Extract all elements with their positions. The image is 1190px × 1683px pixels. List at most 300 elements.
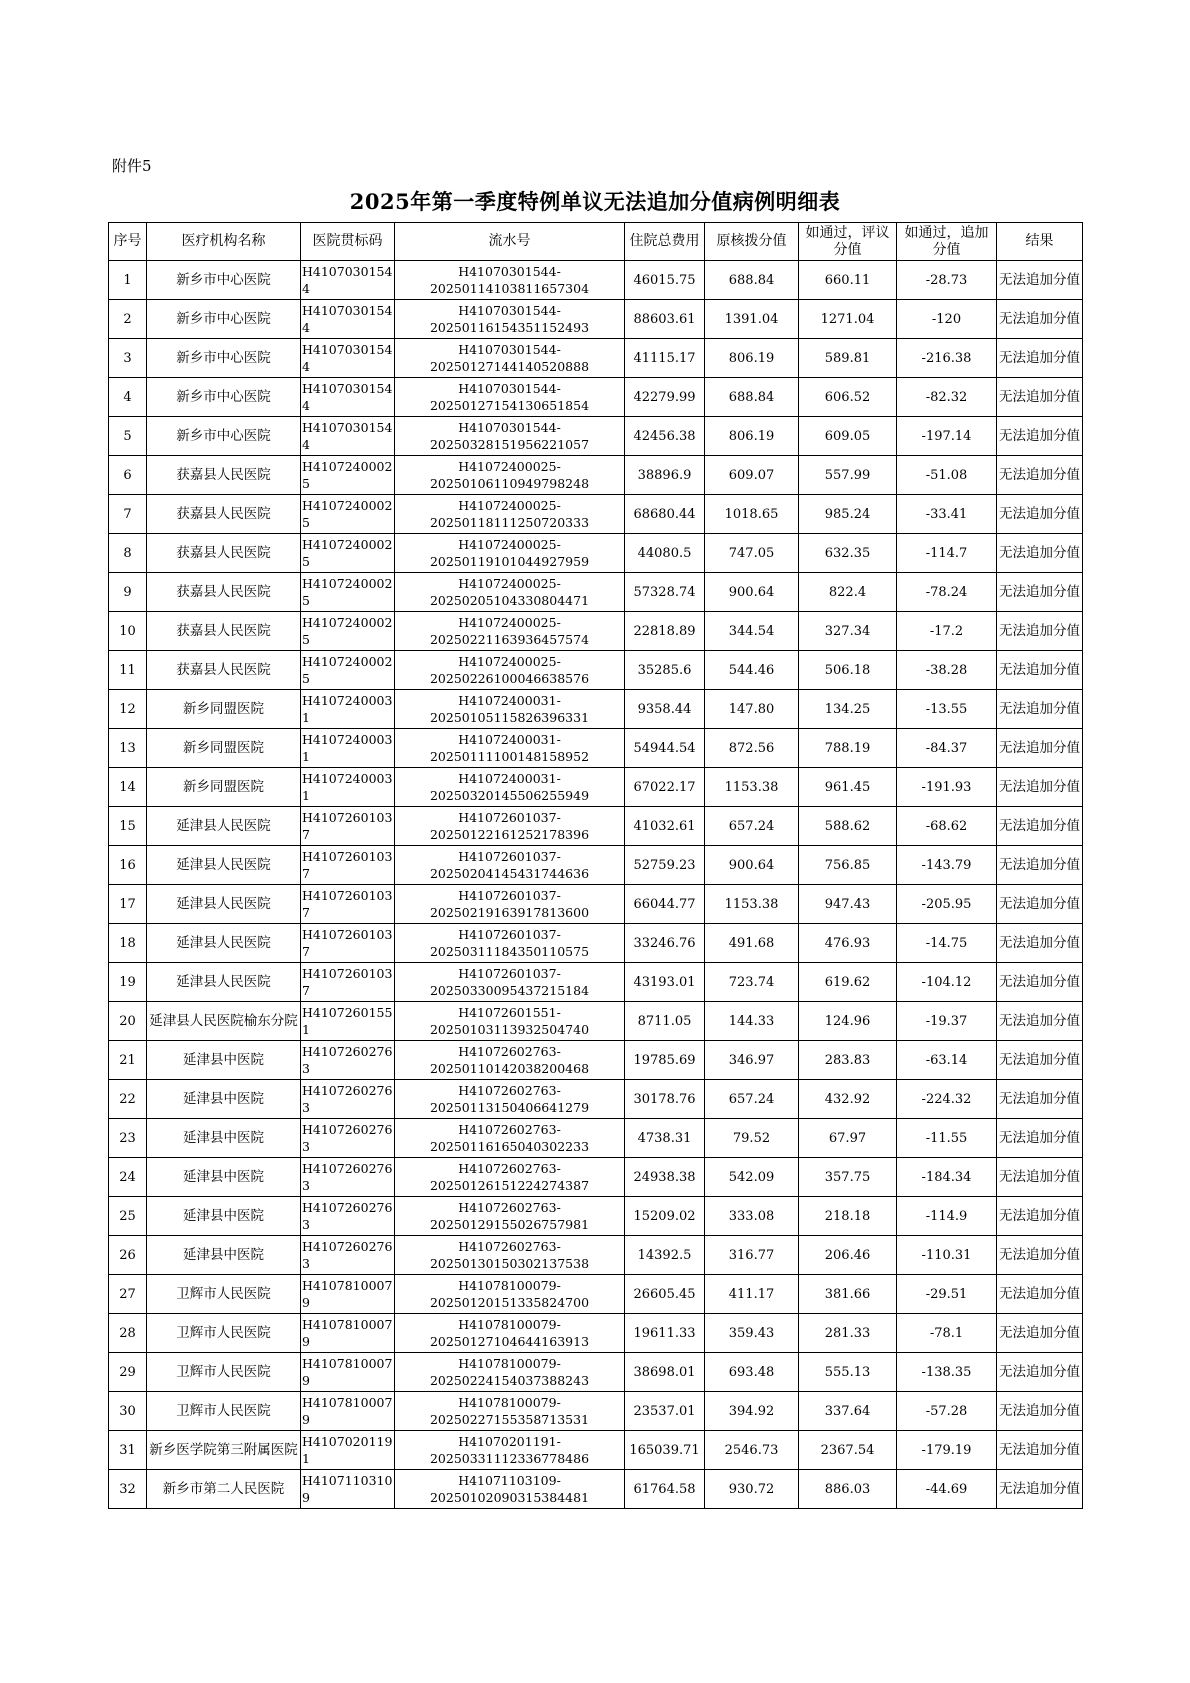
cell-evaluated-score: 609.05	[799, 417, 897, 456]
cell-original-score: 609.07	[705, 456, 799, 495]
cell-hospital-code: H41072601037	[301, 846, 395, 885]
cell-added-score: -114.7	[897, 534, 997, 573]
cell-serial	[395, 534, 625, 573]
cell-no: 10	[109, 612, 147, 651]
table-row	[109, 651, 1083, 690]
cell-result: 无法追加分值	[997, 1275, 1083, 1314]
cell-total-cost: 8711.05	[625, 1002, 705, 1041]
serial-number: 20250221163936457574	[429, 632, 590, 647]
cell-result: 无法追加分值	[997, 846, 1083, 885]
serial-prefix: H41070301544-	[458, 381, 561, 396]
cell-org-name: 新乡同盟医院	[147, 690, 301, 729]
cell-serial	[395, 1470, 625, 1509]
cell-serial	[395, 885, 625, 924]
serial-number: 20250118111250720333	[429, 515, 590, 530]
cell-total-cost: 23537.01	[625, 1392, 705, 1431]
table-row	[109, 1470, 1083, 1509]
cell-hospital-code: H41072400031	[301, 690, 395, 729]
table-row	[109, 456, 1083, 495]
cell-serial	[395, 1353, 625, 1392]
serial-number: 20250311184350110575	[429, 944, 590, 959]
cell-added-score: -17.2	[897, 612, 997, 651]
cell-org-name: 获嘉县人民医院	[147, 573, 301, 612]
cell-added-score: -78.1	[897, 1314, 997, 1353]
cell-serial	[395, 1158, 625, 1197]
cell-hospital-code: H41072400025	[301, 612, 395, 651]
serial-prefix: H41072400031-	[458, 732, 561, 747]
cell-evaluated-score: 619.62	[799, 963, 897, 1002]
cell-added-score: -29.51	[897, 1275, 997, 1314]
cell-serial	[395, 612, 625, 651]
cell-serial	[395, 1392, 625, 1431]
table-row	[109, 417, 1083, 456]
header-cell-add: 如通过，追加分值	[897, 223, 997, 261]
cell-evaluated-score: 218.18	[799, 1197, 897, 1236]
cell-added-score: -104.12	[897, 963, 997, 1002]
header-cell-orig: 原核拨分值	[705, 223, 799, 261]
cell-serial	[395, 1002, 625, 1041]
cell-org-name: 卫辉市人民医院	[147, 1314, 301, 1353]
cell-no: 26	[109, 1236, 147, 1275]
serial-prefix: H41072400031-	[458, 693, 561, 708]
cell-org-name: 获嘉县人民医院	[147, 612, 301, 651]
cell-no: 11	[109, 651, 147, 690]
serial-prefix: H41072602763-	[458, 1200, 561, 1215]
serial-number: 20250127104644163913	[429, 1334, 590, 1349]
cell-hospital-code: H41071103109	[301, 1470, 395, 1509]
serial-prefix: H41078100079-	[458, 1278, 561, 1293]
cell-no: 1	[109, 261, 147, 300]
cell-original-score: 1018.65	[705, 495, 799, 534]
cell-evaluated-score: 788.19	[799, 729, 897, 768]
cell-no: 32	[109, 1470, 147, 1509]
cell-added-score: -13.55	[897, 690, 997, 729]
table-row	[109, 807, 1083, 846]
cell-no: 6	[109, 456, 147, 495]
cell-org-name: 新乡市中心医院	[147, 339, 301, 378]
cell-org-name: 延津县人民医院	[147, 924, 301, 963]
cell-original-score: 688.84	[705, 378, 799, 417]
cell-org-name: 延津县中医院	[147, 1119, 301, 1158]
attachment-label: 附件5	[112, 157, 152, 175]
cell-added-score: -110.31	[897, 1236, 997, 1275]
cell-org-name: 卫辉市人民医院	[147, 1275, 301, 1314]
cell-original-score: 394.92	[705, 1392, 799, 1431]
cell-evaluated-score: 588.62	[799, 807, 897, 846]
cell-no: 8	[109, 534, 147, 573]
serial-number: 20250105115826396331	[429, 710, 590, 725]
cell-result: 无法追加分值	[997, 1314, 1083, 1353]
cell-original-score: 723.74	[705, 963, 799, 1002]
cell-added-score: -120	[897, 300, 997, 339]
cell-original-score: 806.19	[705, 417, 799, 456]
cell-hospital-code: H41072400025	[301, 456, 395, 495]
cell-total-cost: 15209.02	[625, 1197, 705, 1236]
cell-evaluated-score: 557.99	[799, 456, 897, 495]
cell-added-score: -51.08	[897, 456, 997, 495]
serial-prefix: H41078100079-	[458, 1356, 561, 1371]
cell-result: 无法追加分值	[997, 690, 1083, 729]
cell-evaluated-score: 961.45	[799, 768, 897, 807]
cell-no: 9	[109, 573, 147, 612]
serial-number: 20250122161252178396	[429, 827, 590, 842]
cell-hospital-code: H41072400025	[301, 534, 395, 573]
serial-number: 20250126151224274387	[429, 1178, 590, 1193]
document-title: 2025年第一季度特例单议无法追加分值病例明细表	[349, 189, 841, 214]
table-row	[109, 729, 1083, 768]
serial-prefix: H41071103109-	[458, 1473, 561, 1488]
cell-serial	[395, 651, 625, 690]
table-row	[109, 1236, 1083, 1275]
cell-evaluated-score: 206.46	[799, 1236, 897, 1275]
cell-evaluated-score: 357.75	[799, 1158, 897, 1197]
table-row	[109, 846, 1083, 885]
cell-added-score: -44.69	[897, 1470, 997, 1509]
cell-org-name: 新乡市中心医院	[147, 378, 301, 417]
serial-number: 20250102090315384481	[429, 1490, 590, 1505]
cell-no: 28	[109, 1314, 147, 1353]
cell-original-score: 657.24	[705, 1080, 799, 1119]
cell-total-cost: 52759.23	[625, 846, 705, 885]
serial-prefix: H41072602763-	[458, 1122, 561, 1137]
cell-added-score: -68.62	[897, 807, 997, 846]
serial-number: 20250127144140520888	[429, 359, 590, 374]
cell-result: 无法追加分值	[997, 612, 1083, 651]
header-cell-org: 医疗机构名称	[147, 223, 301, 261]
cell-evaluated-score: 281.33	[799, 1314, 897, 1353]
cell-original-score: 1153.38	[705, 768, 799, 807]
cell-serial	[395, 1236, 625, 1275]
table-row	[109, 1275, 1083, 1314]
cell-total-cost: 41032.61	[625, 807, 705, 846]
cell-total-cost: 30178.76	[625, 1080, 705, 1119]
cell-result: 无法追加分值	[997, 1392, 1083, 1431]
serial-number: 20250103113932504740	[429, 1022, 590, 1037]
cell-evaluated-score: 2367.54	[799, 1431, 897, 1470]
cell-original-score: 900.64	[705, 573, 799, 612]
serial-number: 20250226100046638576	[429, 671, 590, 686]
cell-result: 无法追加分值	[997, 1197, 1083, 1236]
cell-added-score: -184.34	[897, 1158, 997, 1197]
cell-org-name: 获嘉县人民医院	[147, 651, 301, 690]
serial-prefix: H41072601037-	[458, 849, 561, 864]
cell-result: 无法追加分值	[997, 261, 1083, 300]
cell-hospital-code: H41072400031	[301, 729, 395, 768]
serial-prefix: H41072602763-	[458, 1239, 561, 1254]
cell-serial	[395, 573, 625, 612]
serial-number: 20250120151335824700	[429, 1295, 590, 1310]
cell-evaluated-score: 822.4	[799, 573, 897, 612]
cell-org-name: 延津县人民医院	[147, 963, 301, 1002]
serial-prefix: H41072400025-	[458, 576, 561, 591]
header-cell-cost: 住院总费用	[625, 223, 705, 261]
cell-original-score: 333.08	[705, 1197, 799, 1236]
serial-prefix: H41072601037-	[458, 966, 561, 981]
cell-total-cost: 22818.89	[625, 612, 705, 651]
cell-hospital-code: H41070301544	[301, 300, 395, 339]
cell-org-name: 新乡市中心医院	[147, 300, 301, 339]
cell-serial	[395, 456, 625, 495]
cell-result: 无法追加分值	[997, 1041, 1083, 1080]
cell-original-score: 344.54	[705, 612, 799, 651]
cell-result: 无法追加分值	[997, 651, 1083, 690]
cell-evaluated-score: 1271.04	[799, 300, 897, 339]
serial-number: 20250114103811657304	[429, 281, 590, 296]
cell-result: 无法追加分值	[997, 573, 1083, 612]
serial-number: 20250330095437215184	[429, 983, 590, 998]
cell-hospital-code: H41070301544	[301, 417, 395, 456]
table-body	[109, 261, 1083, 1509]
serial-prefix: H41072602763-	[458, 1083, 561, 1098]
cell-serial	[395, 495, 625, 534]
cell-added-score: -84.37	[897, 729, 997, 768]
header-cell-serial: 流水号	[395, 223, 625, 261]
serial-prefix: H41078100079-	[458, 1317, 561, 1332]
cell-result: 无法追加分值	[997, 924, 1083, 963]
cell-original-score: 411.17	[705, 1275, 799, 1314]
serial-number: 20250106110949798248	[429, 476, 590, 491]
cell-total-cost: 9358.44	[625, 690, 705, 729]
serial-prefix: H41070301544-	[458, 264, 561, 279]
cell-hospital-code: H41078100079	[301, 1392, 395, 1431]
cell-hospital-code: H41072400025	[301, 573, 395, 612]
serial-number: 20250205104330804471	[429, 593, 590, 608]
cell-added-score: -114.9	[897, 1197, 997, 1236]
cell-org-name: 卫辉市人民医院	[147, 1353, 301, 1392]
serial-prefix: H41070301544-	[458, 303, 561, 318]
cell-serial	[395, 729, 625, 768]
cell-original-score: 346.97	[705, 1041, 799, 1080]
cell-original-score: 79.52	[705, 1119, 799, 1158]
serial-prefix: H41072400031-	[458, 771, 561, 786]
cell-org-name: 延津县人民医院	[147, 885, 301, 924]
serial-prefix: H41078100079-	[458, 1395, 561, 1410]
cell-evaluated-score: 67.97	[799, 1119, 897, 1158]
cell-hospital-code: H41070301544	[301, 378, 395, 417]
cell-added-score: -11.55	[897, 1119, 997, 1158]
table-row	[109, 690, 1083, 729]
cell-hospital-code: H41072601037	[301, 807, 395, 846]
header-cell-code: 医院贯标码	[301, 223, 395, 261]
cell-total-cost: 35285.6	[625, 651, 705, 690]
cell-org-name: 延津县中医院	[147, 1236, 301, 1275]
cell-serial	[395, 261, 625, 300]
cell-result: 无法追加分值	[997, 1119, 1083, 1158]
cell-result: 无法追加分值	[997, 1158, 1083, 1197]
table-row	[109, 300, 1083, 339]
serial-number: 20250219163917813600	[429, 905, 590, 920]
cell-added-score: -63.14	[897, 1041, 997, 1080]
cell-original-score: 316.77	[705, 1236, 799, 1275]
cell-total-cost: 165039.71	[625, 1431, 705, 1470]
serial-prefix: H41072400025-	[458, 615, 561, 630]
serial-prefix: H41072601551-	[458, 1005, 561, 1020]
cell-result: 无法追加分值	[997, 885, 1083, 924]
cell-org-name: 新乡市中心医院	[147, 417, 301, 456]
serial-number: 20250227155358713531	[429, 1412, 590, 1427]
cell-result: 无法追加分值	[997, 1431, 1083, 1470]
cell-total-cost: 57328.74	[625, 573, 705, 612]
cell-total-cost: 14392.5	[625, 1236, 705, 1275]
serial-prefix: H41072601037-	[458, 888, 561, 903]
cell-added-score: -205.95	[897, 885, 997, 924]
cell-result: 无法追加分值	[997, 768, 1083, 807]
cell-no: 25	[109, 1197, 147, 1236]
cell-org-name: 新乡同盟医院	[147, 729, 301, 768]
cell-total-cost: 24938.38	[625, 1158, 705, 1197]
cell-total-cost: 19611.33	[625, 1314, 705, 1353]
cell-org-name: 新乡医学院第三附属医院	[147, 1431, 301, 1470]
header-cell-result: 结果	[997, 223, 1083, 261]
cell-org-name: 获嘉县人民医院	[147, 495, 301, 534]
cell-evaluated-score: 283.83	[799, 1041, 897, 1080]
cell-org-name: 延津县人民医院	[147, 807, 301, 846]
cell-added-score: -57.28	[897, 1392, 997, 1431]
cell-org-name: 延津县中医院	[147, 1041, 301, 1080]
table-row	[109, 1353, 1083, 1392]
header-cell-eval: 如通过，评议分值	[799, 223, 897, 261]
cell-org-name: 新乡同盟医院	[147, 768, 301, 807]
cell-original-score: 1153.38	[705, 885, 799, 924]
serial-number: 20250320145506255949	[429, 788, 590, 803]
cell-added-score: -14.75	[897, 924, 997, 963]
cell-hospital-code: H41072400031	[301, 768, 395, 807]
cell-added-score: -82.32	[897, 378, 997, 417]
cell-evaluated-score: 985.24	[799, 495, 897, 534]
cell-no: 5	[109, 417, 147, 456]
cell-org-name: 延津县中医院	[147, 1080, 301, 1119]
cell-serial	[395, 924, 625, 963]
cell-result: 无法追加分值	[997, 807, 1083, 846]
cell-added-score: -28.73	[897, 261, 997, 300]
cell-serial	[395, 963, 625, 1002]
cell-serial	[395, 378, 625, 417]
serial-prefix: H41070301544-	[458, 342, 561, 357]
cell-hospital-code: H41078100079	[301, 1275, 395, 1314]
cell-result: 无法追加分值	[997, 963, 1083, 1002]
cell-evaluated-score: 589.81	[799, 339, 897, 378]
table-row	[109, 1314, 1083, 1353]
cell-serial	[395, 807, 625, 846]
table-row	[109, 378, 1083, 417]
cell-total-cost: 66044.77	[625, 885, 705, 924]
cell-org-name: 获嘉县人民医院	[147, 534, 301, 573]
cell-no: 30	[109, 1392, 147, 1431]
cell-added-score: -19.37	[897, 1002, 997, 1041]
cell-hospital-code: H41072602763	[301, 1080, 395, 1119]
cell-total-cost: 88603.61	[625, 300, 705, 339]
header-cell-no: 序号	[109, 223, 147, 261]
cell-no: 19	[109, 963, 147, 1002]
cell-result: 无法追加分值	[997, 378, 1083, 417]
cell-added-score: -143.79	[897, 846, 997, 885]
cell-total-cost: 54944.54	[625, 729, 705, 768]
cell-original-score: 747.05	[705, 534, 799, 573]
cell-original-score: 542.09	[705, 1158, 799, 1197]
cell-hospital-code: H41072601037	[301, 963, 395, 1002]
serial-prefix: H41070301544-	[458, 420, 561, 435]
cell-serial	[395, 690, 625, 729]
cell-total-cost: 67022.17	[625, 768, 705, 807]
cell-original-score: 1391.04	[705, 300, 799, 339]
cell-no: 20	[109, 1002, 147, 1041]
cell-evaluated-score: 337.64	[799, 1392, 897, 1431]
cell-total-cost: 26605.45	[625, 1275, 705, 1314]
cell-no: 18	[109, 924, 147, 963]
cell-evaluated-score: 134.25	[799, 690, 897, 729]
cell-original-score: 2546.73	[705, 1431, 799, 1470]
serial-number: 20250130150302137538	[429, 1256, 590, 1271]
cell-no: 15	[109, 807, 147, 846]
table-row	[109, 261, 1083, 300]
cell-result: 无法追加分值	[997, 1002, 1083, 1041]
cell-hospital-code: H41070201191	[301, 1431, 395, 1470]
cell-no: 7	[109, 495, 147, 534]
cell-serial	[395, 1431, 625, 1470]
cell-original-score: 693.48	[705, 1353, 799, 1392]
cell-evaluated-score: 555.13	[799, 1353, 897, 1392]
serial-prefix: H41072400025-	[458, 537, 561, 552]
cell-org-name: 延津县人民医院榆东分院	[147, 1002, 301, 1041]
cell-evaluated-score: 886.03	[799, 1470, 897, 1509]
serial-number: 20250129155026757981	[429, 1217, 590, 1232]
table-row	[109, 612, 1083, 651]
serial-prefix: H41072601037-	[458, 810, 561, 825]
cell-total-cost: 41115.17	[625, 339, 705, 378]
cell-evaluated-score: 381.66	[799, 1275, 897, 1314]
serial-number: 20250111100148158952	[429, 749, 590, 764]
cell-result: 无法追加分值	[997, 300, 1083, 339]
cell-added-score: -33.41	[897, 495, 997, 534]
cell-evaluated-score: 124.96	[799, 1002, 897, 1041]
cell-hospital-code: H41072602763	[301, 1041, 395, 1080]
cell-evaluated-score: 632.35	[799, 534, 897, 573]
table-row	[109, 1431, 1083, 1470]
cell-hospital-code: H41072601037	[301, 885, 395, 924]
serial-number: 20250204145431744636	[429, 866, 590, 881]
cell-no: 13	[109, 729, 147, 768]
cell-total-cost: 42279.99	[625, 378, 705, 417]
serial-prefix: H41072400025-	[458, 654, 561, 669]
cell-total-cost: 46015.75	[625, 261, 705, 300]
cell-no: 3	[109, 339, 147, 378]
cell-no: 22	[109, 1080, 147, 1119]
cell-total-cost: 38896.9	[625, 456, 705, 495]
cell-hospital-code: H41072602763	[301, 1236, 395, 1275]
cell-no: 17	[109, 885, 147, 924]
cell-no: 29	[109, 1353, 147, 1392]
cell-hospital-code: H41078100079	[301, 1314, 395, 1353]
cell-hospital-code: H41072602763	[301, 1119, 395, 1158]
table-row	[109, 1119, 1083, 1158]
table-row	[109, 1197, 1083, 1236]
cell-original-score: 657.24	[705, 807, 799, 846]
serial-number: 20250127154130651854	[429, 398, 590, 413]
serial-prefix: H41072602763-	[458, 1044, 561, 1059]
cell-original-score: 806.19	[705, 339, 799, 378]
cell-result: 无法追加分值	[997, 495, 1083, 534]
cell-no: 24	[109, 1158, 147, 1197]
table-row	[109, 1002, 1083, 1041]
table-row	[109, 1392, 1083, 1431]
cell-serial	[395, 417, 625, 456]
cell-total-cost: 19785.69	[625, 1041, 705, 1080]
cell-original-score: 900.64	[705, 846, 799, 885]
cell-total-cost: 38698.01	[625, 1353, 705, 1392]
cell-added-score: -138.35	[897, 1353, 997, 1392]
cell-serial	[395, 1197, 625, 1236]
cell-total-cost: 43193.01	[625, 963, 705, 1002]
